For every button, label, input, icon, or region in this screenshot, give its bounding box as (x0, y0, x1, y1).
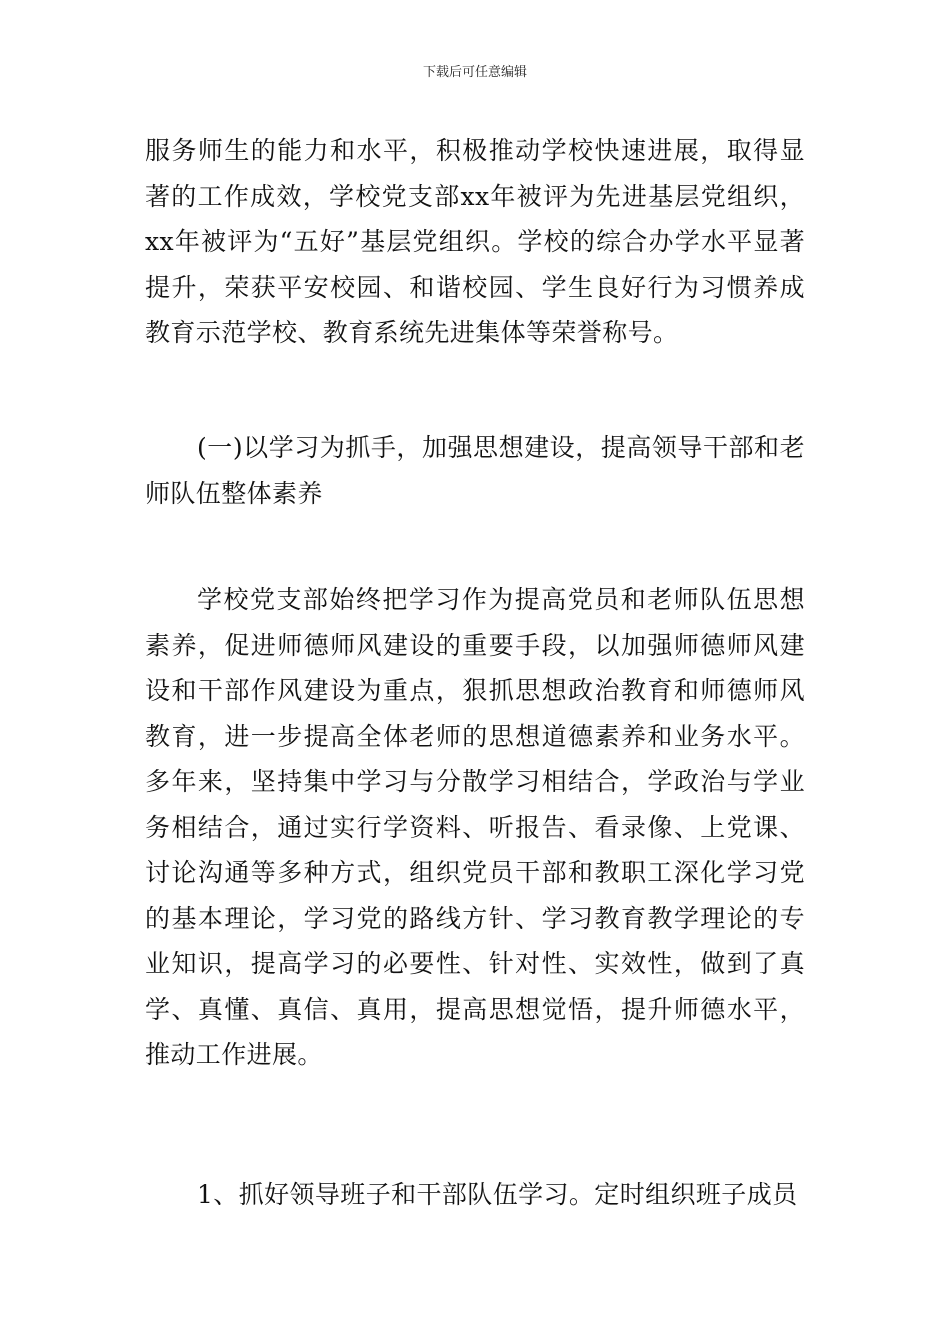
paragraph-achievements: 服务师生的能力和水平，积极推动学校快速进展，取得显著的工作成效，学校党支部xx年被评为先进基层党组织，xx年被评为“五好”基层党组织。学校的综合办学水平显著提升，荣获平安校园、和谐校园、学生良好行为习惯养成教育示范学校、教育系统先进集体等荣誉称号。 (145, 136, 805, 347)
paragraph-study-details: 学校党支部始终把学习作为提高党员和老师队伍思想素养，促进师德师风建设的重要手段，以加强师德师风建设和干部作风建设为重点，狠抓思想政治教育和师德师风教育，进一步提高全体老师的思想道德素养和业务水平。多年来，坚持集中学习与分散学习相结合，学政治与学业务相结合，通过实行学资料、听报告、看录像、上党课、讨论沟通等多种方式，组织党员干部和教职工深化学习党的基本理论，学习党的路线方针、学习教育教学理论的专业知识，提高学习的必要性、针对性、实效性，做到了真学、真懂、真信、真用，提高思想觉悟，提升师德水平，推动工作进展。 (145, 585, 805, 1069)
page-header-caption: 下载后可任意编辑 (422, 65, 527, 80)
section-heading-study: (一)以学习为抓手，加强思想建设，提高领导干部和老师队伍整体素养 (145, 433, 805, 508)
paragraph-leadership-study: 1、抓好领导班子和干部队伍学习。定时组织班子成员 (197, 1180, 798, 1209)
